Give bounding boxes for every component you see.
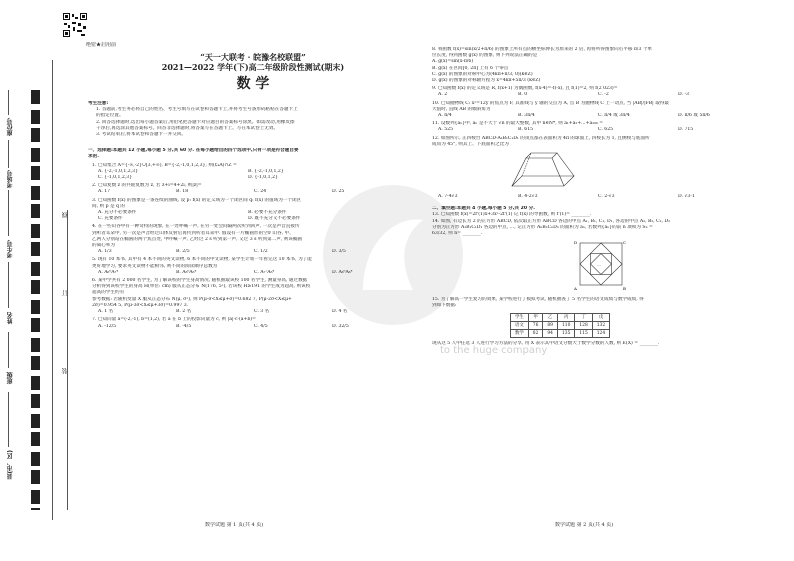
label-d: D (574, 240, 578, 246)
label-c: C (623, 240, 627, 246)
option: D. √3-1 (678, 194, 695, 200)
table-header-cell: 丁 (575, 313, 592, 321)
question-13: 13. 已知函数 f(x)=2f'(1)x+3x²-2f'(1) 记 f(x) 的导函数, 则 f'(1)= ________. (432, 212, 592, 218)
table-header-cell: 甲 (528, 313, 543, 321)
option-row (98, 270, 418, 276)
question-line: 乙两人分别站在椭圆的两个焦点处, 甲呼喊一声, 乙经过 2 s 听到第一声, 又过 3 s 听到第二声, 则该椭圆 (92, 236, 303, 242)
option: A. 2 (438, 92, 448, 98)
option: B. 2/5 (176, 249, 190, 255)
question (92, 183, 418, 195)
question-line: 到听者耳朵中, 另一次是声音经过山体反射后再传到听者耳朵中. 假设有一片椭圆形的空旷山谷, 甲、 (92, 230, 294, 236)
bind-line-label: 装 (62, 368, 69, 374)
question-line: 分析得到该校学生的身高 H(单位: cm) 服从正态分布 N(176, 5²), 若该校 H≥191 的学生成为超高, 则该校 (92, 284, 311, 290)
nested-squares-figure (572, 237, 632, 293)
question-14-line2: 分别为正方形 A₁B₁C₁D₁ 各边的中点, …, 记正方形 AₙBₙCₙDₙ 的面积为 aₙ, 若数列{aₙ}的前 n 项和为 Sₙ = (432, 224, 653, 230)
left-page (88, 52, 418, 330)
option: D. 既不充分又不必要条件 (248, 216, 301, 222)
question-15-line1: 15. 为了解高一学生复习的效果, 某学校进行了模拟考试, 随机抽查了 5 名学生的语文成绩与数学成绩, 得 (432, 297, 644, 303)
table-cell: 82 (528, 329, 543, 337)
left-question-list (92, 163, 418, 330)
option: B. 0 (518, 92, 528, 98)
question-line: C. g(x) 的图象的对称中心为(4kπ+π/3, 0)(k∈Z) (432, 71, 533, 77)
score-table (510, 313, 610, 338)
county-label: 县(市、区) (7, 450, 14, 480)
table-header-cell: 乙 (543, 313, 558, 321)
table-cell: 132 (592, 321, 609, 329)
option: B. -4/5 (176, 323, 192, 329)
exam-alliance-title: “天一大联考 · 皖豫名校联盟” (200, 52, 306, 62)
note-item: 1. 答题前,考生务必将自己的姓名、考生号填写在试卷和答题卡上,并将考生号条形码粘贴在答题卡上 (96, 107, 298, 113)
table-cell: 124 (592, 329, 609, 337)
note-item: 干净后,再选涂其他答案标号。回答非选择题时,将答案写在答题卡上。写在本试卷上无效。 (96, 125, 279, 131)
option: B. 615 (518, 127, 534, 133)
option: C. -2 (598, 92, 609, 98)
question-line: 成角为 45°, 则其上、下底面积之比为 (432, 141, 509, 147)
option: C. 4/5 (254, 323, 268, 329)
option: A. 充分不必要条件 (98, 210, 137, 216)
option: A. 7-4√3 (438, 194, 458, 200)
confidential-mark: 绝密★启用前 (86, 42, 117, 48)
question (432, 136, 777, 148)
table-cell: 94 (543, 329, 558, 337)
question-line: 12. 如图所示, 正四棱台 ABCD-A₁B₁C₁D₁ 的顶点都在表面积为 4π 的球面上, 四棱长为 1, 且侧棱与底面所 (432, 135, 650, 141)
notes-list (96, 107, 418, 138)
staple-line-label: 订 (62, 290, 69, 296)
notes-title: 考生注意: (88, 101, 109, 106)
option: B. {-2,-1,0,1,2} (248, 168, 284, 174)
option: D. 4 名 (332, 309, 348, 315)
table-cell: 128 (575, 321, 592, 329)
question-line: 间, 则 p 是 q 的 (92, 203, 126, 209)
question-line: 8. 将函数 f(x)=sin(x/2+π/6) 的图象上所有点的横坐标伸长为原来的 2 倍, 再将所得图象向右平移 π/3 个单 (432, 47, 653, 52)
option: A. 1 名 (98, 309, 114, 315)
svg-text:…: … (597, 262, 601, 268)
option: C. 充要条件 (98, 216, 123, 222)
question-line: 6. 某中学共有 2 000 名学生, 为了解该校的学生身高情况, 随机抽取该校 100 名学生, 测量身高, 通过数据 (92, 278, 308, 284)
option: D. 25 (332, 189, 345, 195)
option-row (98, 249, 418, 255)
option-row (98, 324, 418, 330)
question-line: 10. 已知抛物线 C: x²=12y 的焦点为 F, 其准线与 y 轴的交点为 A, 点 B 为抛物线 C 上一动点, 当 |AB|/|FB| 取得最 (432, 100, 669, 106)
question-line: 参考数据: 若随机变量 X 服从正态分布 N(μ, σ²), 则 P(μ-σ<X≤μ+σ)=0.682 7, P(μ-2σ<X≤μ+ (92, 296, 292, 302)
option: B. 2 名 (176, 309, 192, 315)
class-label: 班级 (7, 372, 14, 384)
note-item: 3. 考试结束后,将本试卷和答题卡一并交回。 (96, 132, 186, 138)
section2-title: 二、填空题:本题共 4 小题,每小题 5 分,共 20 分. (432, 206, 535, 212)
table-header-cell: 戊 (592, 313, 609, 321)
label-a: A (574, 286, 577, 292)
question (432, 121, 777, 133)
section1-title: 一、选择题:本题共 12 小题,每小题 5 分,共 60 分. 在每小题给出的四个选项中,只有一项是符合题目要 (88, 148, 299, 154)
seat-number-label: 座位号 (7, 118, 14, 136)
question-14-line1: 14. 如图, 有边长为 2 的正方形 ABCD, 依次取正方形 ABCD 各边的中点 A₁, B₁, C₁, D₁, 各边的中点 A₂, B₂, C₂, D₂ (432, 218, 670, 224)
frustum-figure (502, 148, 582, 190)
question-line: 大值时, 直线 AB 的倾斜角为 (432, 106, 491, 112)
question (432, 86, 777, 98)
question-line: 的离心率为 (92, 243, 115, 249)
table-cell: 135 (557, 329, 574, 337)
option: D. {-1,0,1,2} (248, 175, 278, 181)
option: C. 24 (254, 189, 267, 195)
option: A. 17 (98, 189, 111, 195)
question (92, 198, 418, 223)
footer-right: 数学试题 第 2 页(共 4 页) (555, 522, 614, 528)
exam-room-label: 考场号 (7, 170, 14, 188)
table-cell: 76 (528, 321, 543, 329)
question (432, 47, 777, 84)
question-line: 更好地学习, 要求英文读物不能相邻, 则不同的阅读顺序总数为 (92, 263, 218, 269)
question-15-tail: 现从这 5 人中任选 3 人进行学习方法的分享, 用 X 表示其中语文分数大于数学分数的人数, 则 E(X) = ________. (432, 340, 660, 346)
option-row (438, 92, 777, 98)
option: C. {-1,0,1,2,3} (98, 175, 133, 181)
table-cell: 数学 (511, 329, 529, 337)
q12-options (432, 194, 777, 200)
section1-title-cont: 求的. (88, 154, 99, 160)
note-item: 的指定位置。 (96, 113, 124, 119)
watermark-text: to the huge company (440, 345, 548, 356)
question-line: 3. 已知函数 f(x) 的图象是一条连续的曲线, 设 p: f(x) 的定义域为一个闭区间 q: f(x) 的值域为一个闭区 (92, 197, 302, 203)
option: C. π/4 或 3π/4 (598, 113, 630, 119)
label-b: B (623, 286, 626, 292)
table-cell: 89 (543, 321, 558, 329)
option: D. 32/5 (332, 323, 349, 329)
question (432, 101, 777, 120)
right-page (432, 45, 777, 347)
option: B. 3π/4 (518, 113, 535, 119)
option: C. 625 (598, 127, 614, 133)
exam-term-title: 2021—2022 学年(下)高二年级阶段性测试(期末) (161, 62, 345, 72)
question (92, 257, 418, 276)
question-line: 超高的学生约有 (92, 290, 125, 296)
question-line: 2. 已知复数 z 的共轭复数为 z̄, 若 z̄+i=4+2i, 则|z|= (92, 183, 202, 189)
question (92, 278, 418, 315)
option: A. π/4 (438, 113, 452, 119)
option: D. π/6 或 5π/6 (678, 113, 710, 119)
option: C. A₇⁷A₆⁴ (254, 269, 275, 275)
option-row (438, 113, 777, 119)
option: D. 715 (678, 127, 694, 133)
table-header-cell: 丙 (557, 313, 574, 321)
option: A. 525 (438, 127, 454, 133)
question-line: 4. 在一些山谷中有一种奇特的现象, 在一处呼喊一声, 在另一处会间隔两次听到回声, 一次是声音直接传 (92, 224, 300, 230)
table-header-cell: 学生 (511, 313, 529, 321)
option: D. 3/5 (332, 249, 346, 255)
score-table-header (511, 313, 610, 321)
question-line: 5. 现有 10 本书, 其中有 4 本不同的英文读物, 6 本不同的中文读物, 某学生计划一年看完这 10 本书, 为了能 (92, 257, 312, 263)
option: B. A₆⁶A₆⁴ (176, 269, 197, 275)
question-line: 位长度, 得到函数 g(x) 的图象, 则下列说法正确的是 (432, 53, 538, 59)
barcode-block (31, 90, 40, 510)
right-question-list (432, 47, 777, 148)
question-line: 7. 已知向量 a=(-2,-1), b=(1,2), 若 a 在 b 上的投影向量为 c, 则 |a|·c·(a+b)= (92, 317, 256, 323)
tear-line-label: 线 (62, 212, 69, 218)
question-line: 9. 已知函数 f(x) 的定义域是 R, f(x+1) 为偶函数, f(x-4)=-f(-x), 且 f(1)=2, 则 f(2 023)= (432, 86, 618, 92)
option: B. 4-2√3 (518, 194, 538, 200)
table-cell: 语文 (511, 321, 529, 329)
footer-left: 数学试题 第 1 页(共 4 页) (205, 522, 264, 528)
question (92, 224, 418, 255)
option: C. 2-√3 (598, 194, 615, 200)
question-line: 2σ)=0.954 5, P(μ-3σ<X≤μ+3σ)=0.997 3. (92, 302, 189, 308)
question-line: B. g(x) 在区间[0, 2π] 上有 6 个零点 (432, 65, 509, 71)
name-label: 姓名 (7, 312, 14, 324)
option: B. 18 (176, 189, 189, 195)
question-line: 11. 设数列{aₙ}中, aₙ 是不大于 √n 的最大整数, 其中 n∈N*, 则 a₁+a₂+…+a₂₀₀ = (432, 121, 604, 127)
option-row (438, 127, 777, 133)
question-15-line2: 到如下数据: (432, 303, 457, 309)
table-cell: 110 (557, 321, 574, 329)
option: A. 1/3 (98, 249, 112, 255)
question-line: 1. 已知集合 A={-∞,-2}∪[3,+∞), B={-2,-1,0,1,2,3}, 则(∁ₖA)∩Z = (92, 162, 237, 168)
option-row (98, 309, 418, 315)
option-row (98, 175, 418, 181)
table-cell: 115 (575, 329, 592, 337)
option: B. 必要不充分条件 (248, 210, 287, 216)
question-14-line3: 63/32, 则 n= ________. (432, 231, 483, 237)
question-line: A. g(x)=sin(x-π/6) (432, 59, 474, 65)
option-row (98, 189, 418, 195)
question (92, 163, 418, 182)
option: A. {-2,-1,0,1,2,3} (98, 168, 139, 174)
option: D. A₆⁶A₆⁴ (332, 269, 353, 275)
option: A. A₆⁶A₇⁴ (98, 269, 119, 275)
option: A. -12/5 (98, 323, 117, 329)
candidate-number-label: 考生号 (7, 240, 14, 258)
question-line: D. g(x) 的图象的对称轴方程为 x=4kπ+5π/3 (k∈Z) (432, 78, 541, 84)
question (92, 317, 418, 329)
option: C. 1/2 (254, 249, 268, 255)
note-item: 2. 回答选择题时,选出每小题答案后,用铅笔把答题卡对应题目的答案标号涂黑。如需改动,用橡皮擦 (96, 119, 295, 125)
option-row (98, 216, 418, 222)
subject-title: 数 学 (236, 76, 270, 92)
qr-code (62, 12, 88, 38)
option: C. 3 名 (254, 309, 270, 315)
score-table-row (511, 321, 610, 329)
option: D. -3 (678, 92, 689, 98)
score-table-row (511, 329, 610, 337)
